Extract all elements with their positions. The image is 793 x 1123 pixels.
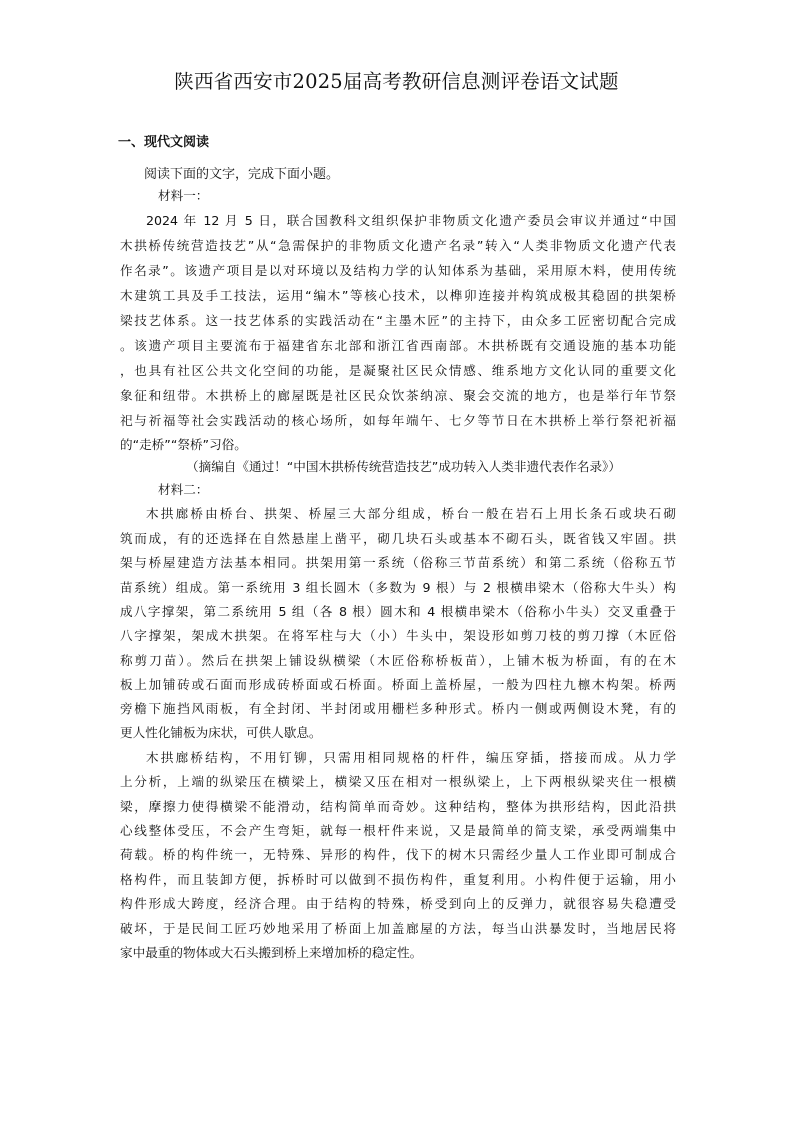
material2-para2-line: 家中最重的物体或大石头搬到桥上来增加桥的稳定性。: [120, 945, 423, 960]
material2-para1-line: 旁檐下施挡风雨板，有全封闭、半封闭或用栅栏多种形式。桥内一侧或两侧设木凳，有的: [120, 701, 676, 716]
material1-line: ，也具有社区公共文化空间的功能，是凝聚社区民众情感、维系地方文化认同的重要文化: [120, 363, 676, 378]
material2-para1-line: 成八字撑架，第二系统用 5 组（各 8 根）圆木和 4 根横串梁木（俗称小牛头）交叉重叠于: [120, 604, 676, 619]
section-heading: 一、现代文阅读: [118, 135, 210, 150]
document-title: 陕西省西安市2025届高考教研信息测评卷语文试题: [174, 70, 619, 93]
material2-para2-line: 破坏，于是民间工匠巧妙地采用了桥面上加盖廊屋的方法，每当山洪暴发时，当地居民将: [120, 921, 676, 936]
material2-para2-line: 心线整体受压，不会产生弯矩，就每一根杆件来说，又是最简单的简支梁，承受两端集中: [120, 823, 676, 838]
material1-line: 祀与祈福等社会实践活动的核心场所，如每年端午、七夕等节日在木拱桥上举行祭祀祈福: [120, 413, 676, 428]
material2-para1-line: 架与桥屋建造方法基本相同。拱架用第一系统（俗称三节苗系统）和第二系统（俗称五节: [120, 555, 676, 570]
material2-para1-line: 八字撑架，架成木拱架。在将军柱与大（小）牛头中，架设形如剪刀枝的剪刀撑（木匠俗: [120, 628, 676, 643]
material1-label: 材料一：: [158, 188, 209, 203]
material2-para1-line: 苗系统）组成。第一系统用 3 组长圆木（多数为 9 根）与 2 根横串梁木（俗称大牛头）构: [120, 580, 676, 595]
material1-line: 。该遗产项目主要流布于福建省东北部和浙江省西南部。木拱桥既有交通设施的基本功能: [120, 338, 676, 353]
material2-para1-line: 称剪刀苗）。然后在拱架上铺设纵横梁（木匠俗称桥板苗），上铺木板为桥面，有的在木: [120, 653, 676, 668]
material1-line: 象征和纽带。木拱桥上的廊屋既是社区民众饮茶纳凉、聚会交流的地方，也是举行年节祭: [120, 388, 676, 403]
material2-para2-line: 上分析，上端的纵梁压在横梁上，横梁又压在相对一根纵梁上，上下两根纵梁夹住一根横: [120, 774, 676, 789]
material2-para2-line: 格构件，而且装卸方便，拆桥时可以做到不损伤构件，重复利用。小构件便于运输，用小: [120, 872, 676, 887]
material1-line: 梁技艺体系。这一技艺体系的实践活动在“主墨木匠”的主持下，由众多工匠密切配合完成: [120, 313, 676, 328]
material2-para2-line: 荷载。桥的构件统一，无特殊、异形的构件，伐下的树木只需经少量人工作业即可制成合: [120, 847, 676, 862]
material2-para1-line: 更人性化铺板为床状，可供人歇息。: [120, 725, 322, 740]
material2-para2-line: 构件形成大跨度，经济合理。由于结构的特殊，桥受到向上的反弹力，就很容易失稳遭受: [120, 896, 676, 911]
material1-line: 作名录”。该遗产项目是以对环境以及结构力学的认知体系为基础，采用原木料，使用传统: [120, 263, 676, 278]
reading-instruction: 阅读下面的文字，完成下面小题。: [144, 167, 340, 182]
material2-para2-line: 木拱廊桥结构，不用钉铆，只需用相同规格的杆件，编压穿插，搭接而成。从力学: [146, 750, 676, 765]
material1-line: 2024 年 12 月 5 日，联合国教科文组织保护非物质文化遗产委员会审议并通过“中国: [146, 213, 676, 228]
material2-para1-line: 筑而成，有的还选择在自然悬崖上凿平，砌几块石头或基本不砌石头，既省钱又牢固。拱: [120, 531, 676, 546]
material1-line: 木拱桥传统营造技艺”从“急需保护的非物质文化遗产名录”转入“人类非物质文化遗产代表: [120, 238, 676, 253]
material1-line: 木建筑工具及手工技法，运用“编木”等核心技术，以榫卯连接并构筑成极其稳固的拱架桥: [120, 288, 676, 303]
material2-para1-line: 木拱廊桥由桥台、拱架、桥屋三大部分组成，桥台一般在岩石上用长条石或块石砌: [146, 506, 676, 521]
material2-para2-line: 梁，摩擦力使得横梁不能滑动，结构简单而奇妙。这种结构，整体为拱形结构，因此沿拱: [120, 799, 676, 814]
material2-para1-line: 板上加铺砖或石面而形成砖桥面或石桥面。桥面上盖桥屋，一般为四柱九檩木构架。桥两: [120, 677, 676, 692]
material1-source: （摘编自《通过！“中国木拱桥传统营造技艺”成功转入人类非遗代表作名录》）: [186, 459, 621, 474]
material1-line: 的“走桥”“祭桥”习俗。: [120, 437, 247, 452]
material2-label: 材料二：: [158, 482, 209, 497]
